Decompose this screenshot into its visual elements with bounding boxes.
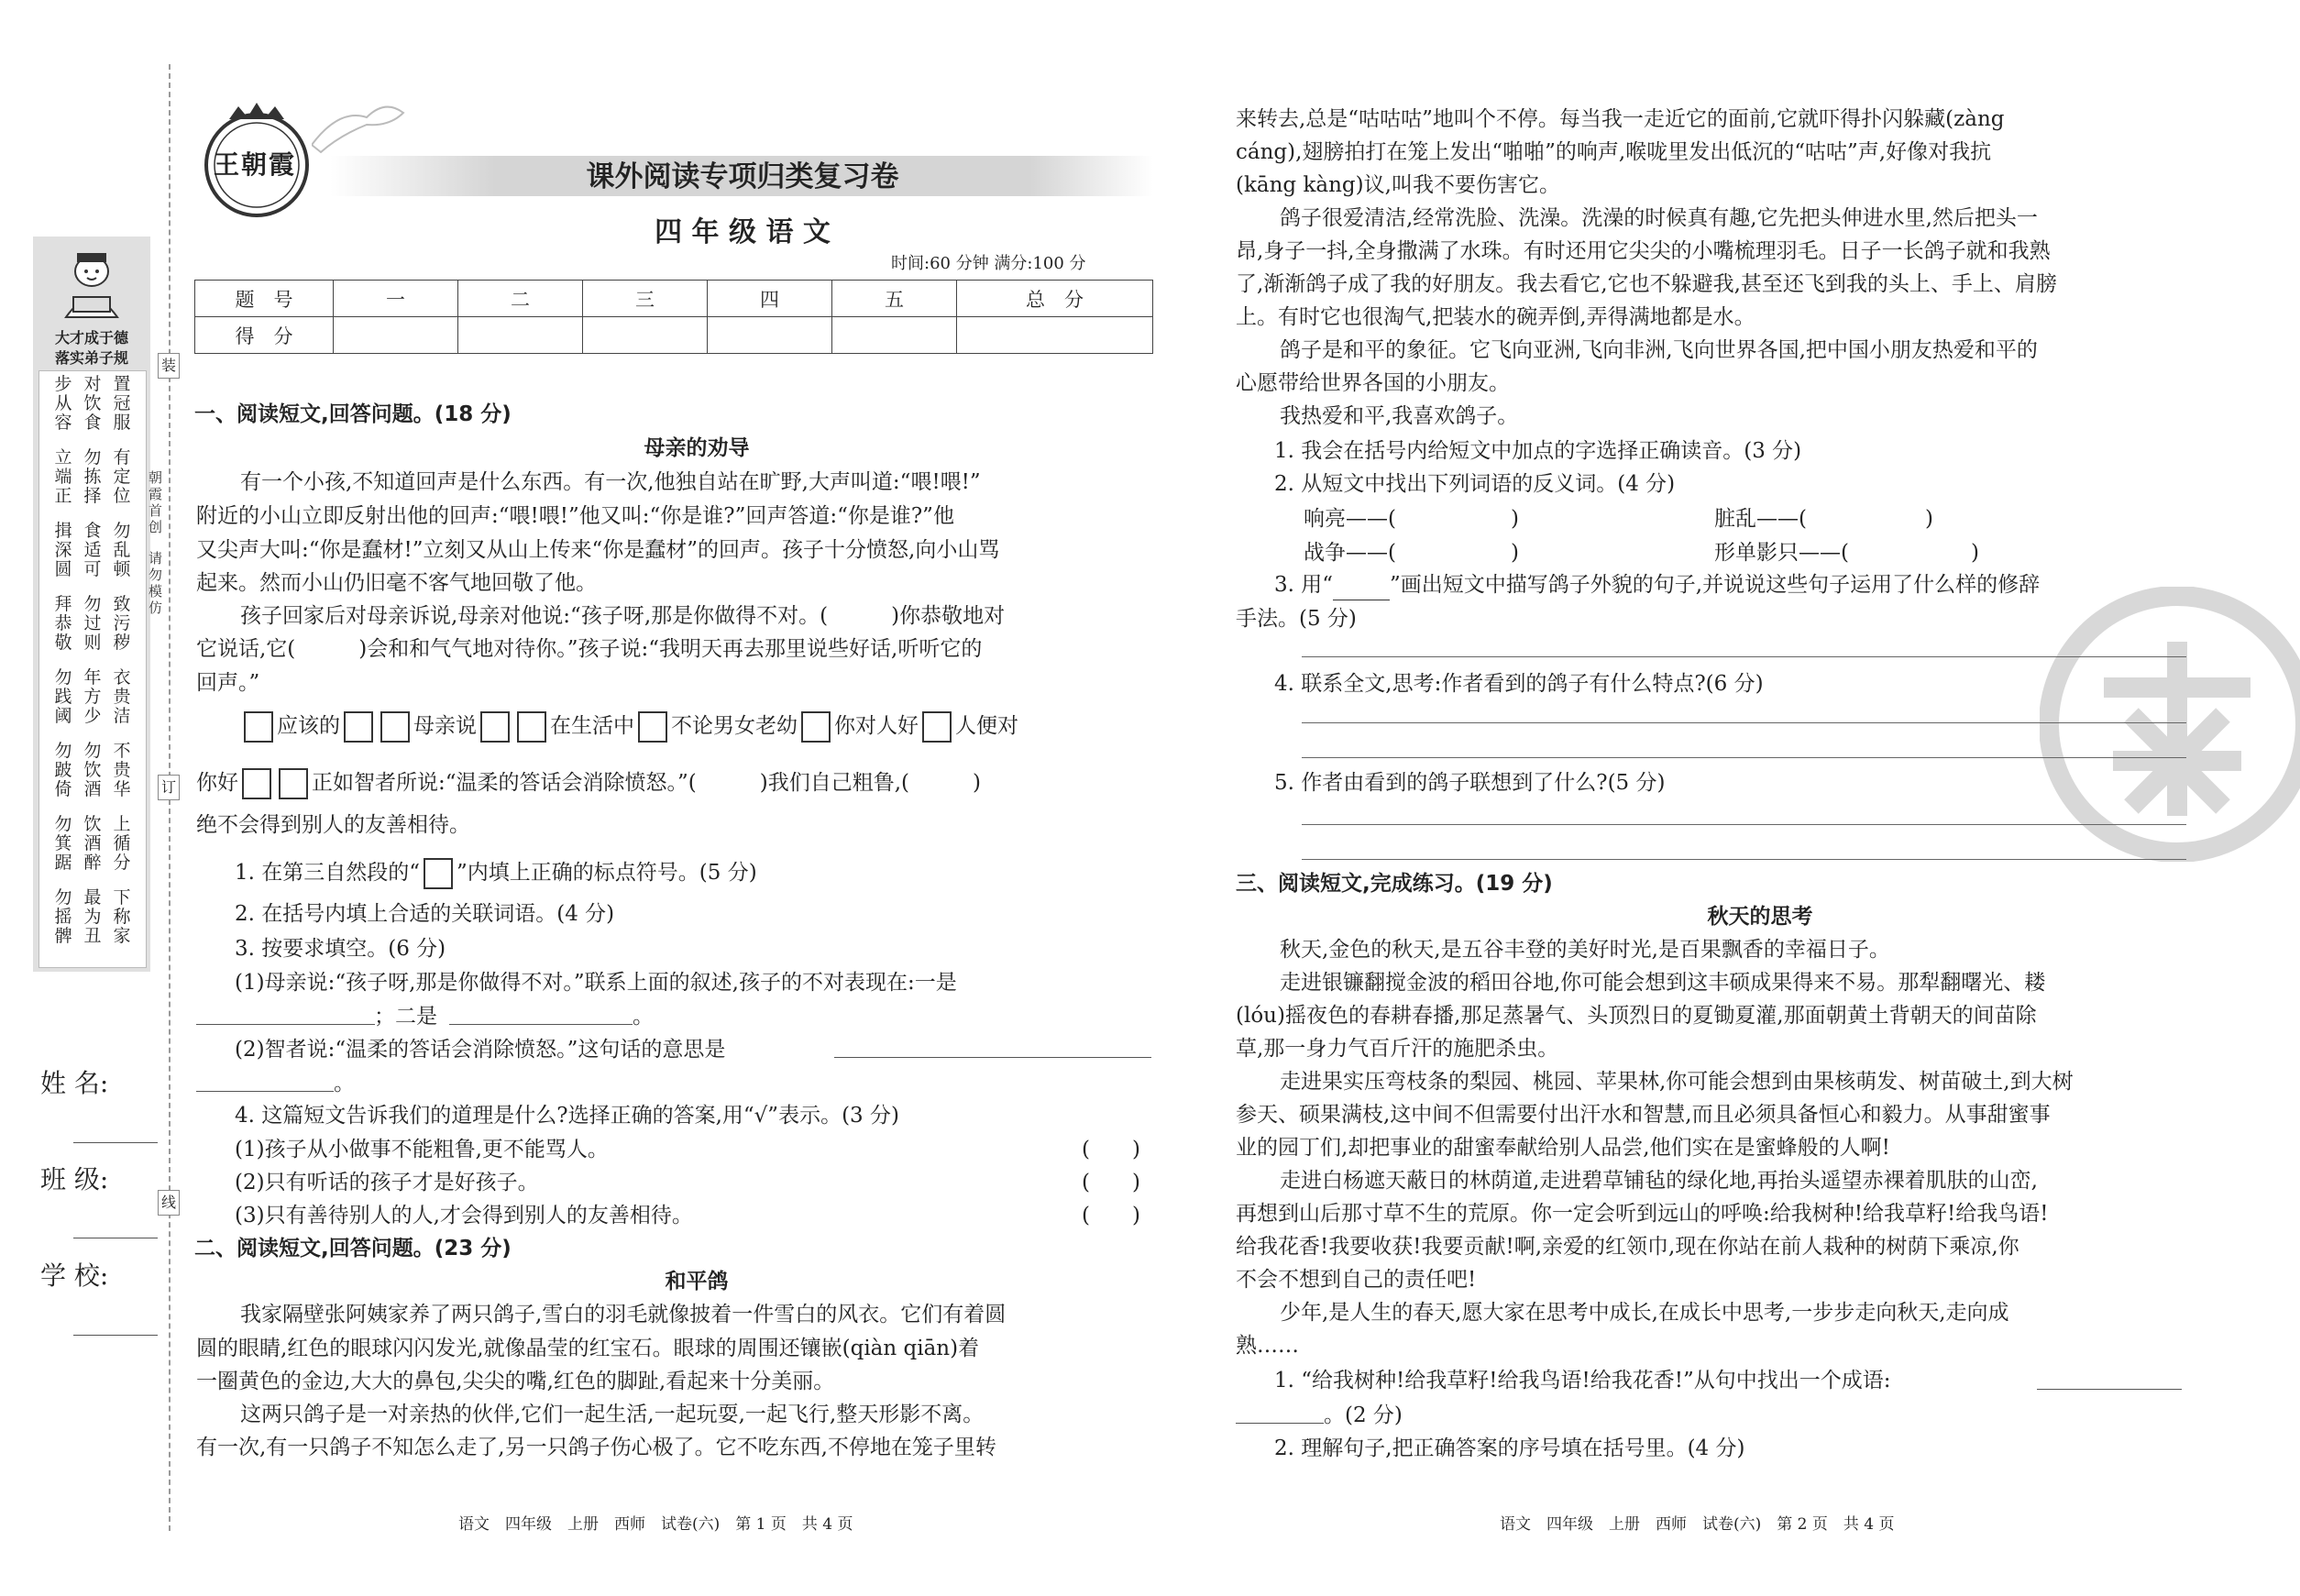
- answer-line[interactable]: [1302, 824, 2186, 825]
- rule-text: 勿践阈: [54, 667, 72, 726]
- antonym-close[interactable]: ): [1971, 541, 1979, 565]
- answer-paren[interactable]: ( ): [1082, 1171, 1140, 1194]
- rule-text: 拜恭敬: [54, 594, 72, 653]
- s1-question-3: 3. 按要求填空。(6 分): [235, 937, 446, 961]
- answer-paren[interactable]: ( ): [1082, 1204, 1140, 1227]
- punct-period: 。: [633, 1005, 654, 1029]
- s1-para-line: 附近的小山立即反射出他的回声:“喂!喂!”他又叫:“你是谁?”回声答道:“你是谁?”他: [196, 504, 954, 528]
- rule-text: 衣贵洁: [113, 667, 131, 726]
- s1-para-line: 孩子回家后对母亲诉说,母亲对他说:“孩子呀,那是你做得不对。( )你恭敬地对: [240, 604, 1006, 628]
- section2-story-title: 和平鸽: [665, 1270, 729, 1293]
- table-header-cell: 三: [583, 281, 708, 317]
- s3-para-line: 不会不想到自己的责任吧!: [1236, 1268, 1477, 1292]
- name-field[interactable]: [73, 1142, 158, 1143]
- rule-text: 勿乱顿: [113, 521, 131, 579]
- s3-para-line: 给我花香!我要收获!我要贡献!啊,亲爱的红领巾,现在你站在前人栽种的树荫下乘凉,你: [1236, 1235, 2019, 1259]
- s1-question-2: 2. 在括号内填上合适的关联词语。(4 分): [235, 902, 615, 926]
- rule-text: 致污秽: [113, 594, 131, 653]
- rule-group: [39, 448, 146, 512]
- rule-text: 食适可: [83, 521, 102, 579]
- answer-line[interactable]: [1302, 859, 2186, 860]
- antonym-item: 响亮——(: [1304, 507, 1396, 531]
- answer-line[interactable]: [834, 1057, 1151, 1058]
- q-text: ”内填上正确的标点符号。(5 分): [457, 861, 757, 885]
- s2-question-5: 5. 作者由看到的鸽子联想到了什么?(5 分): [1274, 771, 1666, 795]
- punct-period: 。: [334, 1072, 355, 1095]
- antonym-close[interactable]: ): [1925, 507, 1933, 531]
- table-header-cell: 总 分: [957, 281, 1153, 317]
- s2-question-3: [1274, 570, 2040, 600]
- punctuation-box[interactable]: [244, 711, 273, 743]
- s1-q4-option: (2)只有听话的孩子才是好孩子。: [235, 1171, 539, 1194]
- line-mark: 线: [158, 1190, 180, 1216]
- s2-para-line: 鸽子是和平的象征。它飞向亚洲,飞向非洲,飞向世界各国,把中国小朋友热爱和平的: [1280, 338, 2038, 362]
- answer-line[interactable]: [449, 1024, 633, 1025]
- s2-para-line: 圆的眼睛,红色的眼球闪闪发光,就像晶莹的红宝石。眼球的周围还镶嵌(qiàn qiān)着: [196, 1337, 980, 1360]
- box-text: 你好: [196, 771, 238, 795]
- punctuation-box[interactable]: [242, 768, 271, 799]
- answer-box[interactable]: [424, 858, 453, 889]
- rule-group: [39, 815, 146, 879]
- rule-group: [39, 595, 146, 659]
- box-text: 应该的: [277, 714, 340, 738]
- s1-question-1: [235, 858, 757, 889]
- punctuation-box[interactable]: [638, 711, 667, 743]
- s3-question-1b: 。(2 分): [1324, 1403, 1403, 1427]
- s1-para-line: 起来。然而小山仍旧毫不客气地回敬了他。: [196, 571, 597, 595]
- section2-heading: 二、阅读短文,回答问题。(23 分): [194, 1237, 512, 1260]
- rule-text: 置冠服: [113, 374, 131, 433]
- score-cell[interactable]: [334, 317, 458, 354]
- s2-para-line: (kāng kàng)议,叫我不要伤害它。: [1236, 173, 1560, 197]
- answer-line[interactable]: [1236, 1423, 1324, 1424]
- s2-question-4: 4. 联系全文,思考:作者看到的鸽子有什么特点?(6 分): [1274, 672, 1764, 696]
- s1-question-3-2: (2)智者说:“温柔的答话会消除愤怒。”这句话的意思是: [235, 1038, 726, 1062]
- s1-q4-option: (1)孩子从小做事不能粗鲁,更不能骂人。: [235, 1138, 609, 1161]
- answer-line[interactable]: [1302, 722, 2186, 723]
- answer-line[interactable]: [2037, 1389, 2182, 1390]
- class-label: 班 级:: [40, 1164, 109, 1194]
- punctuation-box[interactable]: [922, 711, 952, 743]
- rule-text: 最为丑: [83, 887, 102, 946]
- rule-text: 有定位: [113, 447, 131, 506]
- page-footer-right: 语文 四年级 上册 西师 试卷(六) 第 2 页 共 4 页: [1500, 1515, 1895, 1534]
- box-text: 正如智者所说:“温柔的答话会消除愤怒。”( )我们自己粗鲁,( ): [312, 771, 981, 795]
- s2-para-line: 有一次,有一只鸽子不知怎么走了,另一只鸽子伤心极了。它不吃东西,不停地在笼子里转: [196, 1436, 996, 1459]
- s2-para-line: 鸽子很爱清洁,经常洗脸、洗澡。洗澡的时候真有趣,它先把头伸进水里,然后把头一: [1280, 206, 2038, 230]
- rules-sidebar: [33, 237, 150, 972]
- s1-box-line: 绝不会得到别人的友善相待。: [196, 813, 470, 837]
- s3-para-line: 参天、硕果满枝,这中间不但需要付出汗水和智慧,而且必须具备恒心和毅力。从事甜蜜事: [1236, 1103, 2051, 1127]
- sidebar-rules-panel: [39, 370, 147, 968]
- child-reader-illustration: [46, 244, 138, 326]
- rule-group: [39, 668, 146, 732]
- s2-para-line: 我热爱和平,我喜欢鸽子。: [1280, 404, 1519, 428]
- s1-box-line: [240, 711, 1018, 743]
- table-header-cell: 一: [334, 281, 458, 317]
- s2-para-line: 这两只鸽子是一对亲热的伙伴,它们一起生活,一起玩耍,一起飞行,整天形影不离。: [240, 1403, 985, 1426]
- rule-text: 勿饮酒: [83, 741, 102, 799]
- rule-text: 勿过则: [83, 594, 102, 653]
- section3-heading: 三、阅读短文,完成练习。(19 分): [1236, 872, 1553, 896]
- rule-group: [39, 742, 146, 806]
- rule-text: 上循分: [113, 814, 131, 873]
- rule-text: 下称家: [113, 887, 131, 946]
- antonym-close[interactable]: ): [1511, 541, 1519, 565]
- s1-para-line: 又尖声大叫:“你是蠢材!”立刻又从山上传来“你是蠢材”的回声。孩子十分愤怒,向小山骂: [196, 538, 1000, 562]
- q-text: 3. 用“: [1274, 573, 1334, 597]
- underline-sample: [1333, 570, 1390, 600]
- score-cell[interactable]: [583, 317, 708, 354]
- answer-line[interactable]: [196, 1024, 375, 1025]
- s3-para-line: 业的园丁们,却把事业的甜蜜奉献给别人品尝,他们实在是蜜蜂般的人啊!: [1236, 1136, 1890, 1160]
- s3-para-line: (lóu)摇夜色的春耕春播,那足蒸暑气、头顶烈日的夏锄夏灌,那面朝黄土背朝天的间苗除: [1236, 1004, 2037, 1028]
- s2-para-line: 上。有时它也很淘气,把装水的碗弄倒,弄得满地都是水。: [1236, 305, 1755, 329]
- page-footer-left: 语文 四年级 上册 西师 试卷(六) 第 1 页 共 4 页: [458, 1515, 853, 1534]
- q-text: ”画出短文中描写鸽子外貌的句子,并说说这些句子运用了什么样的修辞: [1390, 573, 2041, 597]
- answer-paren[interactable]: ( ): [1082, 1138, 1140, 1161]
- sidebar-slogan-2: 落实弟子规: [54, 349, 128, 367]
- s1-q4-option: (3)只有善待别人的人,才会得到别人的友善相待。: [235, 1204, 693, 1227]
- s3-para-line: 熟……: [1236, 1334, 1299, 1358]
- score-cell[interactable]: [832, 317, 957, 354]
- rule-text: 年方少: [83, 667, 102, 726]
- punctuation-box[interactable]: [801, 711, 831, 743]
- s2-question-1: 1. 我会在括号内给短文中加点的字选择正确读音。(3 分): [1274, 439, 1802, 463]
- score-table: [194, 280, 1153, 354]
- s2-question-3c: 手法。(5 分): [1236, 607, 1357, 631]
- answer-line[interactable]: [196, 1091, 334, 1092]
- s2-para-line: 心愿带给世界各国的小朋友。: [1236, 371, 1510, 395]
- s1-para-line: 它说话,它( )会和和气气地对待你。”孩子说:“我明天再去那里说些好话,听听它的: [196, 637, 983, 661]
- table-header-cell: 四: [708, 281, 832, 317]
- s3-question-1: 1. “给我树种!给我草籽!给我鸟语!给我花香!”从句中找出一个成语:: [1274, 1369, 1891, 1392]
- s1-box-line: [196, 768, 981, 799]
- s1-question-3-1b: ；二是: [374, 1005, 437, 1029]
- score-table-score-row: [195, 317, 1153, 354]
- antonym-item: 脏乱——(: [1714, 507, 1807, 531]
- score-cell[interactable]: [458, 317, 583, 354]
- sidebar-slogan-1: 大才成于德: [54, 329, 128, 347]
- punctuation-box[interactable]: [344, 711, 373, 743]
- section1-story-title: 母亲的劝导: [644, 436, 750, 460]
- rule-text: 勿拣择: [83, 447, 102, 506]
- time-info: 时间:60 分钟 满分:100 分: [891, 254, 1086, 273]
- s3-para-line: 走进银镰翻搅金波的稻田谷地,你可能会想到这丰硕成果得来不易。那犁翻曙光、耧: [1280, 971, 2046, 995]
- rule-text: 不贵华: [113, 741, 131, 799]
- school-field[interactable]: [73, 1335, 158, 1336]
- q-text: 1. 在第三自然段的“: [235, 861, 421, 885]
- antonym-item: 形单影只——(: [1714, 541, 1849, 565]
- s3-para-line: 少年,是人生的春天,愿大家在思考中成长,在成长中思考,一步步走向秋天,走向成: [1280, 1301, 2009, 1325]
- s3-para-line: 再想到山后那寸草不生的荒原。你一定会听到远山的呼唤:给我树种!给我草籽!给我鸟语!: [1236, 1202, 2049, 1226]
- score-table-header-row: [195, 281, 1153, 317]
- s3-para-line: 秋天,金色的秋天,是五谷丰登的美好时光,是百果飘香的幸福日子。: [1280, 938, 1890, 962]
- rule-text: 勿箕踞: [54, 814, 72, 873]
- antonym-item: 战争——(: [1304, 541, 1396, 565]
- s3-para-line: 草,那一身力气百斤汗的施肥杀虫。: [1236, 1037, 1559, 1061]
- punctuation-box[interactable]: [279, 768, 308, 799]
- s2-para-line: 我家隔壁张阿姨家养了两只鸽子,雪白的羽毛就像披着一件雪白的风衣。它们有着圆: [240, 1303, 1007, 1326]
- banner-title: 课外阅读专项归类复习卷: [586, 160, 899, 193]
- rule-text: 揖深圆: [54, 521, 72, 579]
- answer-line[interactable]: [1302, 757, 2186, 758]
- box-text: 人便对: [955, 714, 1018, 738]
- s1-para-line: 回声。”: [196, 671, 260, 695]
- s3-para-line: 走进白杨遮天蔽日的林荫道,走进碧草铺毡的绿化地,再抬头遥望赤裸着肌肤的山峦,: [1280, 1169, 2038, 1193]
- s3-para-line: 走进果实压弯枝条的梨园、桃园、苹果林,你可能会想到由果核萌发、树苗破土,到大树: [1280, 1070, 2074, 1094]
- rule-text: 饮酒醉: [83, 814, 102, 873]
- subject-title: 四 年 级 语 文: [655, 216, 831, 248]
- s2-para-line: 了,渐渐鸽子成了我的好朋友。我去看它,它也不躲避我,甚至还飞到我的头上、手上、肩膀: [1236, 272, 2057, 296]
- answer-line[interactable]: [1302, 656, 2186, 657]
- box-text: 在生活中: [550, 714, 634, 738]
- binding-mark: 订: [158, 775, 180, 800]
- s1-para-line: 有一个小孩,不知道回声是什么东西。有一次,他独自站在旷野,大声叫道:“喂!喂!”: [240, 470, 981, 494]
- table-header-cell: 题 号: [195, 281, 334, 317]
- watermark-seal: [2040, 587, 2300, 862]
- rule-group: [39, 375, 146, 439]
- copyright-notice-2: 请勿模仿: [149, 550, 163, 616]
- antonym-close[interactable]: ): [1511, 507, 1519, 531]
- s1-question-4: 4. 这篇短文告诉我们的道理是什么?选择正确的答案,用“√”表示。(3 分): [235, 1104, 899, 1128]
- table-header-cell: 二: [458, 281, 583, 317]
- punctuation-box[interactable]: [380, 711, 410, 743]
- seal-mark: 装: [158, 353, 180, 379]
- section1-heading: 一、阅读短文,回答问题。(18 分): [194, 402, 512, 426]
- s1-question-3-1: (1)母亲说:“孩子呀,那是你做得不对。”联系上面的叙述,孩子的不对表现在:一是: [235, 971, 957, 995]
- score-cell[interactable]: [708, 317, 832, 354]
- name-label: 姓 名:: [40, 1068, 109, 1098]
- publisher-logo-text: 王朝霞: [214, 149, 297, 180]
- rule-text: 勿跛倚: [54, 741, 72, 799]
- punctuation-box[interactable]: [517, 711, 546, 743]
- score-cell[interactable]: [957, 317, 1153, 354]
- box-text: 你对人好: [834, 714, 919, 738]
- table-header-cell: 五: [832, 281, 957, 317]
- s3-question-2: 2. 理解句子,把正确答案的序号填在括号里。(4 分): [1274, 1436, 1745, 1460]
- table-row-label: 得 分: [195, 317, 334, 354]
- rule-text: 立端正: [54, 447, 72, 506]
- rule-text: 步从容: [54, 374, 72, 433]
- s2-question-2: 2. 从短文中找出下列词语的反义词。(4 分): [1274, 472, 1676, 496]
- punctuation-box[interactable]: [480, 711, 510, 743]
- s2-para-line: cáng),翅膀拍打在笼上发出“啪啪”的响声,喉咙里发出低沉的“咕咕”声,好像对我抗: [1236, 140, 1992, 164]
- box-text: 不论男女老幼: [671, 714, 798, 738]
- copyright-notice-1: 朝霞首创: [149, 469, 163, 535]
- s2-para-line: 一圈黄色的金边,大大的鼻包,尖尖的嘴,红色的脚趾,看起来十分美丽。: [196, 1370, 835, 1393]
- section3-story-title: 秋天的思考: [1707, 905, 1813, 929]
- ribbon-decoration: [312, 99, 413, 154]
- rule-text: 勿摇髀: [54, 887, 72, 946]
- school-label: 学 校:: [40, 1260, 109, 1291]
- rule-text: 对饮食: [83, 374, 102, 433]
- rule-group: [39, 888, 146, 952]
- s2-para-line: 昂,身子一抖,全身撒满了水珠。有时还用它尖尖的小嘴梳理羽毛。日子一长鸽子就和我熟: [1236, 239, 2051, 263]
- s2-para-line: 来转去,总是“咕咕咕”地叫个不停。每当我一走近它的面前,它就吓得扑闪躲藏(zàng: [1236, 107, 2005, 131]
- rule-group: [39, 522, 146, 586]
- box-text: 母亲说: [413, 714, 477, 738]
